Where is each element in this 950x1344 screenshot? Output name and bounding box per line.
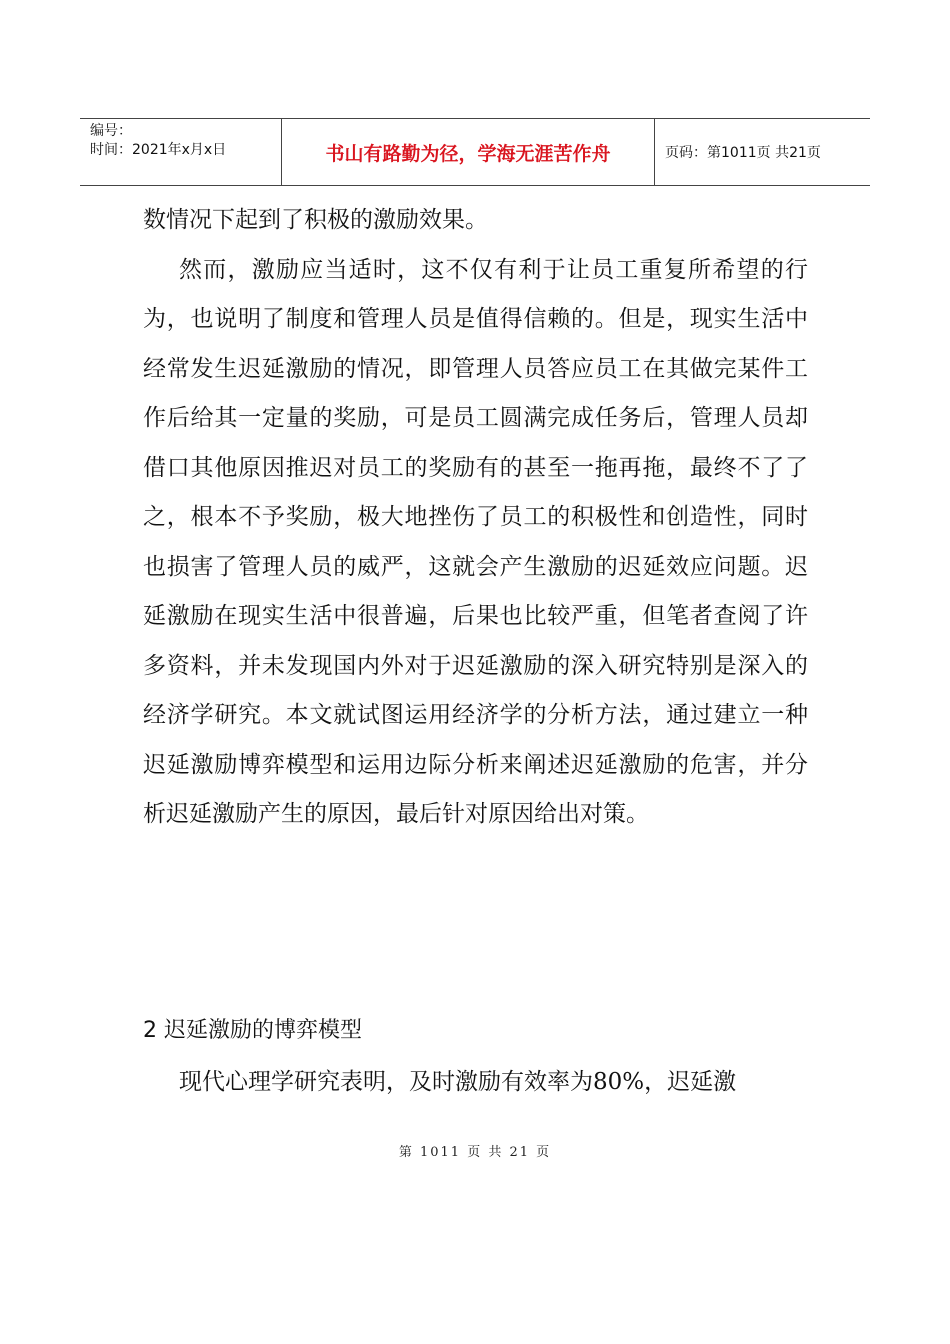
paragraph-final: 现代心理学研究表明，及时激励有效率为80%，迟延激 bbox=[179, 1069, 737, 1095]
header-page-info: 页码：第1011页 共21页 bbox=[665, 145, 821, 161]
header-meta bbox=[80, 119, 281, 185]
page-footer: 第 1011 页 共 21 页 bbox=[398, 1145, 552, 1160]
section-heading: 2 迟延激励的博弈模型 bbox=[143, 1018, 362, 1043]
paragraph-main: 然而，激励应当适时，这不仅有利于让员工重复所希望的行为，也说明了制度和管理人员是值得信赖的。但是，现实生活中经常发生迟延激励的情况，即管理人员答应员工在其做完某件工作后给其一定量的奖励，可是员工圆满完成任务后，管理人员却借口其他原因推迟对员工的奖励有的甚至一拖再拖，最终不了了之，根本不予奖励，极大地挫伤了员工的积极性和创造性，同时也损害了管理人员的威严，这就会产生激励的迟延效应问题。迟延激励在现实生活中很普遍，后果也比较严重，但笔者查阅了许多资料，并未发现国内外对于迟延激励的深入研究特别是深入的经济学研究。本文就试图运用经济学的分析方法，通过建立一种迟延激励博弈模型和运用边际分析来阐述迟延激励的危害，并分析迟延激励产生的原因，最后针对原因给出对策。 bbox=[143, 256, 808, 827]
paragraph-continuation: 数情况下起到了积极的激励效果。 bbox=[143, 207, 488, 233]
header-number-label: 编号： bbox=[90, 123, 132, 139]
body-text bbox=[143, 196, 808, 840]
header-time-label: 时间：2021年x月x日 bbox=[90, 142, 227, 158]
header-table bbox=[80, 118, 870, 186]
header-motto: 书山有路勤为径，学海无涯苦作舟 bbox=[281, 119, 655, 185]
